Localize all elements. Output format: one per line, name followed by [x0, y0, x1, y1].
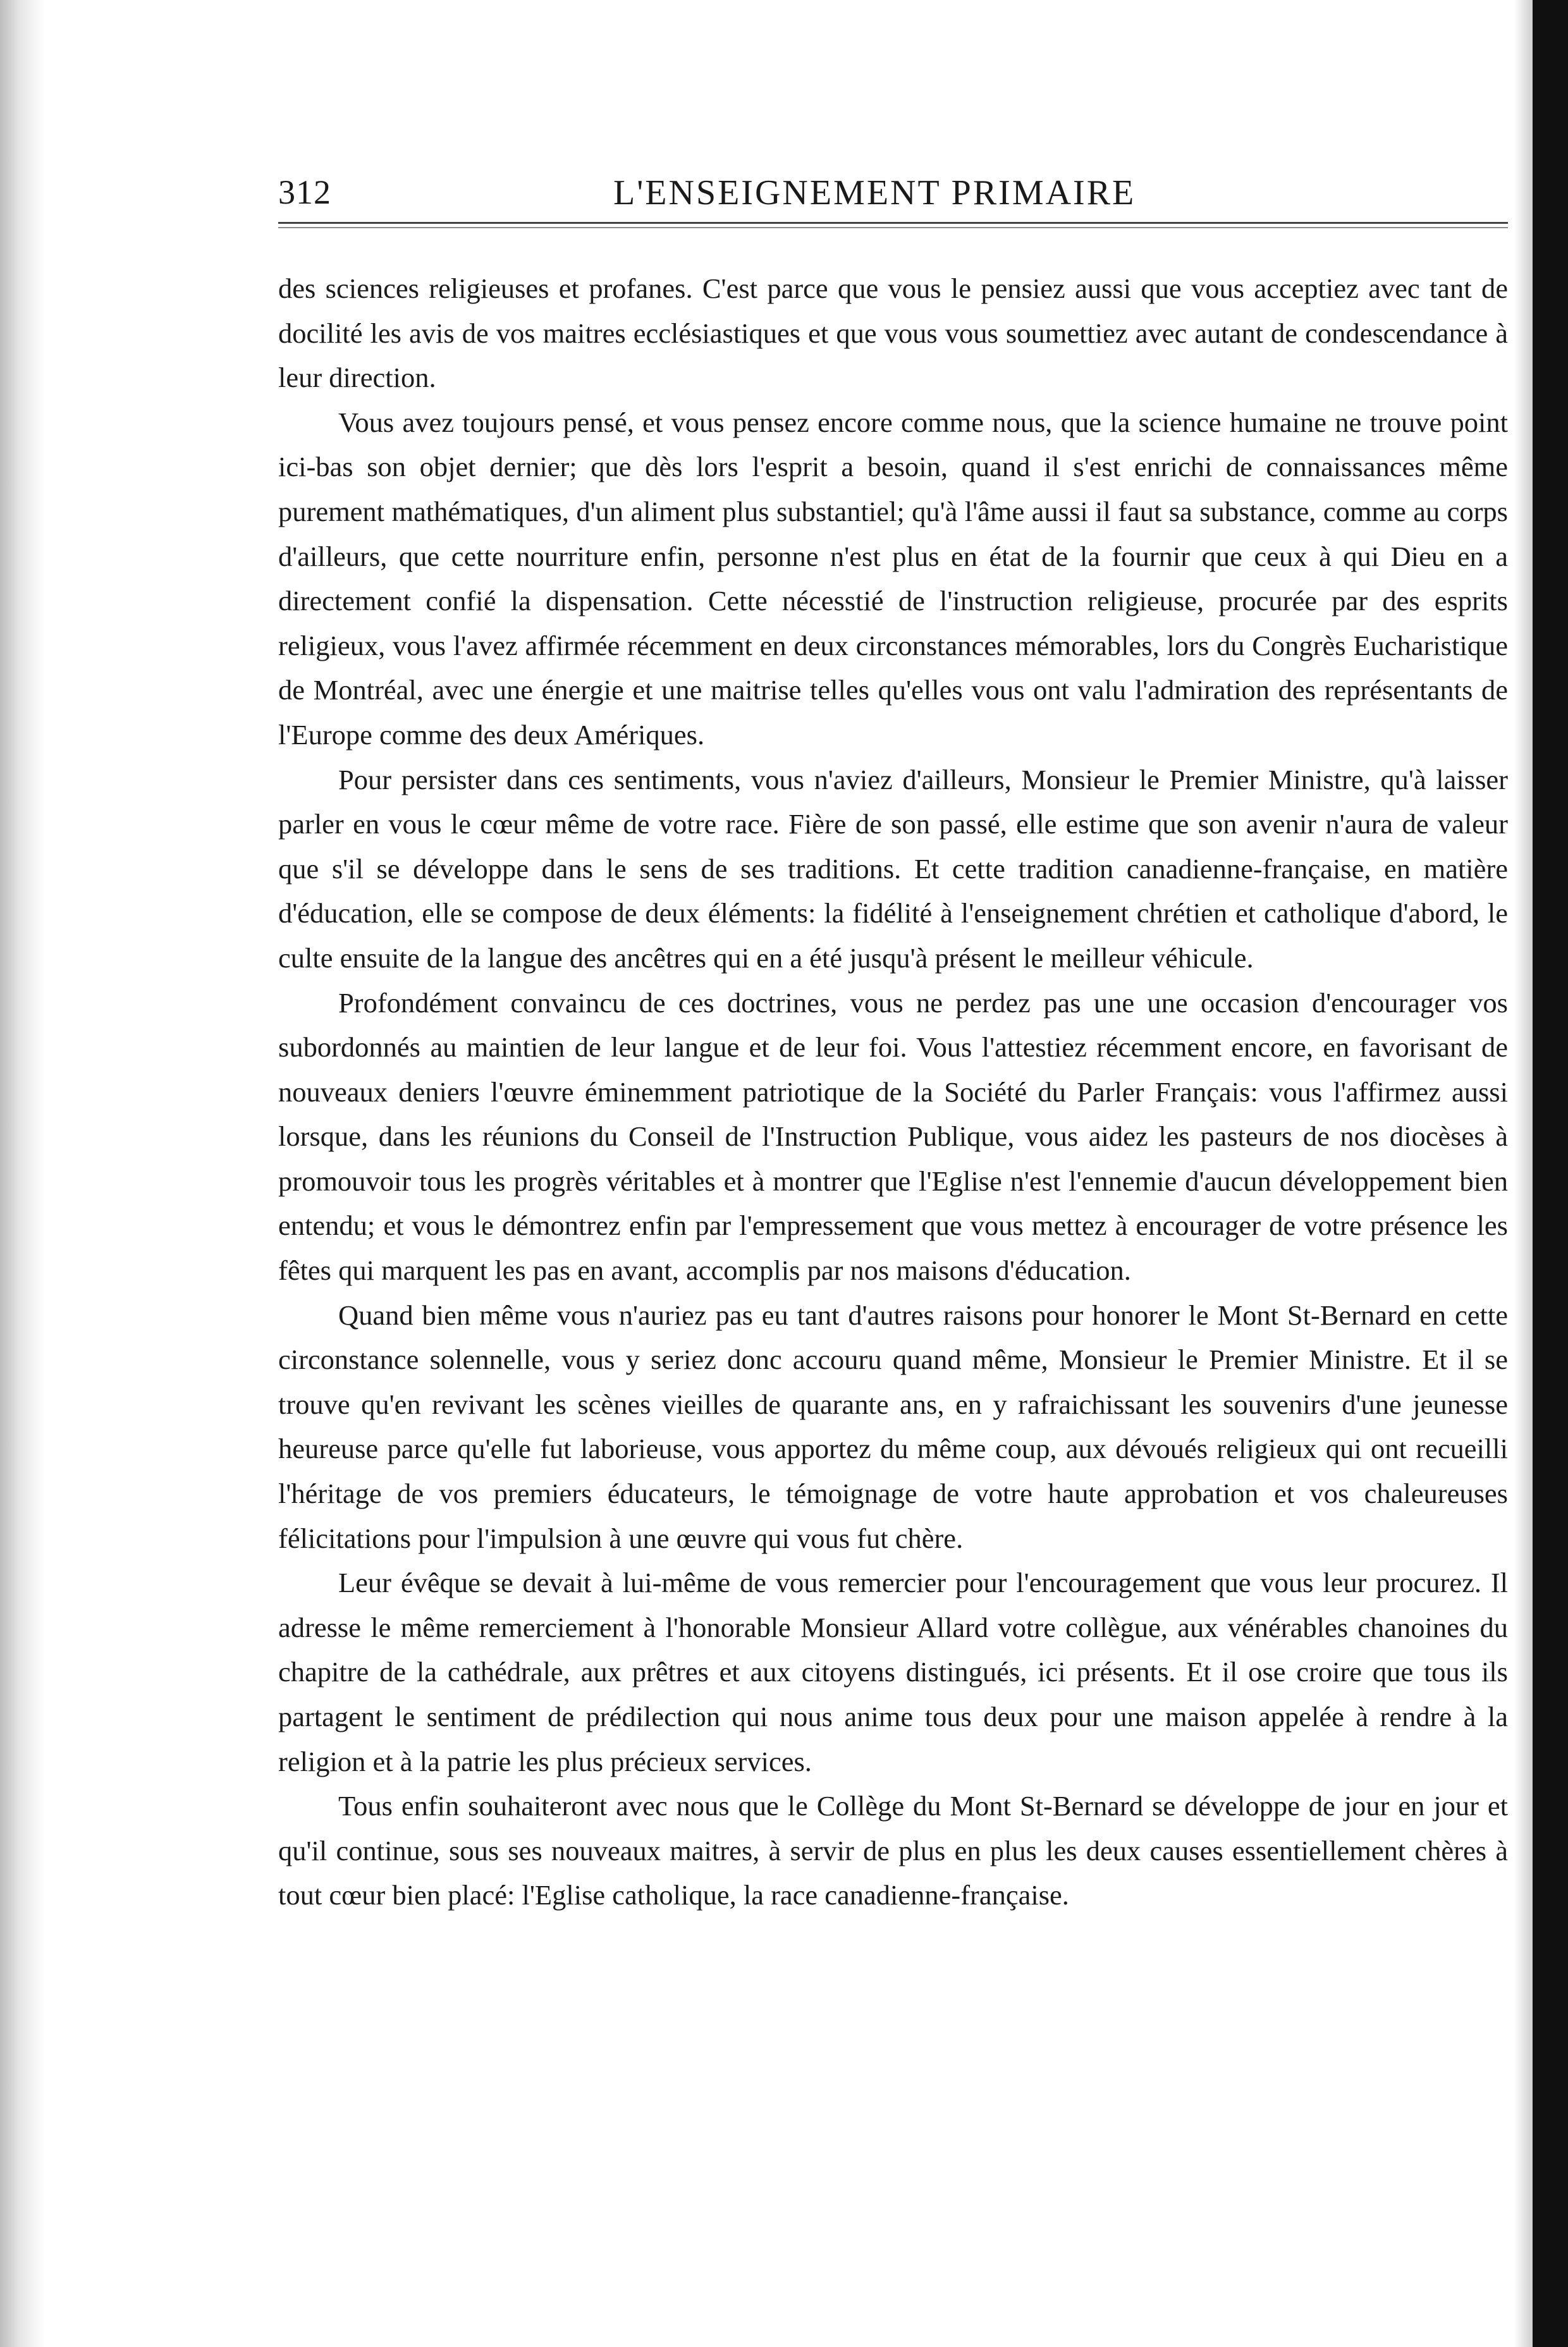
paragraph-6: Leur évêque se devait à lui-même de vous remercier pour l'encouragement que vous leur procurez. Il adresse le même remerciement à l'honorable Monsieur Allard votre collègue, aux vénérables chanoines du chapitre de la cathédrale, aux prêtres et aux citoyens distingués, ici présents. Et il ose croire que tous ils partagent le sentiment de prédilection qui nous anime tous deux pour une maison appelée à rendre à la religion et à la patrie les plus précieux services.	[278, 1567, 1508, 1777]
running-title: L'ENSEIGNEMENT PRIMAIRE	[613, 173, 1136, 212]
page	[278, 161, 1508, 1918]
paragraph-2: Vous avez toujours pensé, et vous pensez encore comme nous, que la science humaine ne trouve point ici-bas son objet dernier; que dès lors l'esprit a besoin, quand il s'est enrichi de connaissances même purement mathématiques, d'un aliment plus substantiel; qu'à l'âme aussi il faut sa substance, comme au corps d'ailleurs, que cette nourriture enfin, personne n'est plus en état de la fournir que ceux à qui Dieu en a directement confié la dispensation. Cette nécesstié de l'instruction religieuse, procurée par des esprits religieux, vous l'avez affirmée récemment en deux circonstances mémorables, lors du Congrès Eucharistique de Montréal, avec une énergie et une maitrise telles qu'elles vous ont valu l'admiration des représentants de l'Europe comme des deux Amériques.	[278, 406, 1508, 751]
page-number: 312	[278, 173, 331, 211]
running-head	[278, 161, 1508, 218]
scan-right-shade	[1514, 0, 1533, 2347]
paragraph-3: Pour persister dans ces sentiments, vous n'aviez d'ailleurs, Monsieur le Premier Ministre, qu'à laisser parler en vous le cœur même de votre race. Fière de son passé, elle estime que son avenir n'aura de valeur que s'il se développe dans le sens de ses traditions. Et cette tradition canadienne-française, en matière d'éducation, elle se compose de deux éléments: la fidélité à l'enseignement chrétien et catholique d'abord, le culte ensuite de la langue des ancêtres qui en a été jusqu'à présent le meilleur véhicule.	[278, 763, 1508, 974]
body-text	[278, 266, 1508, 1918]
paragraph-4: Profondément convaincu de ces doctrines, vous ne perdez pas une une occasion d'encourager vos subordonnés au maintien de leur langue et de leur foi. Vous l'attestiez récemment encore, en favorisant de nouveaux deniers l'œuvre éminemment patriotique de la Société du Parler Français: vous l'affirmez aussi lorsque, dans les réunions du Conseil de l'Instruction Publique, vous aidez les pasteurs de nos diocèses à promouvoir tous les progrès véritables et à montrer que l'Eglise n'est l'ennemie d'aucun développement bien entendu; et vous le démontrez enfin par l'empressement que vous mettez à encourager de votre présence les fêtes qui marquent les pas en avant, accomplis par nos maisons d'éducation.	[278, 986, 1508, 1287]
scan-right-edge	[1533, 0, 1568, 2347]
scan-left-edge	[0, 0, 44, 2347]
paragraph-5: Quand bien même vous n'auriez pas eu tant d'autres raisons pour honorer le Mont St-Bernard en cette circonstance solennelle, vous y seriez donc accouru quand même, Monsieur le Premier Ministre. Et il se trouve qu'en revivant les scènes vieilles de quarante ans, en y rafraichissant les souvenirs d'une jeunesse heureuse parce qu'elle fut laborieuse, vous apportez du même coup, aux dévoués religieux qui ont recueilli l'héritage de vos premiers éducateurs, le témoignage de votre haute approbation et vos chaleureuses félicitations pour l'impulsion à une œuvre qui vous fut chère.	[278, 1299, 1508, 1554]
header-rule-thin	[278, 227, 1508, 228]
paragraph-7: Tous enfin souhaiteront avec nous que le Collège du Mont St-Bernard se développe de jour en jour et qu'il continue, sous ses nouveaux maitres, à servir de plus en plus les deux causes essentiellement chères à tout cœur bien placé: l'Eglise catholique, la race canadienne-française.	[278, 1790, 1508, 1911]
header-rule	[278, 222, 1508, 224]
paragraph-1: des sciences religieuses et profanes. C'est parce que vous le pensiez aussi que vous acceptiez avec tant de docilité les avis de vos maitres ecclésiastiques et que vous vous soumettiez avec autant de condescendance à leur direction.	[278, 273, 1508, 394]
